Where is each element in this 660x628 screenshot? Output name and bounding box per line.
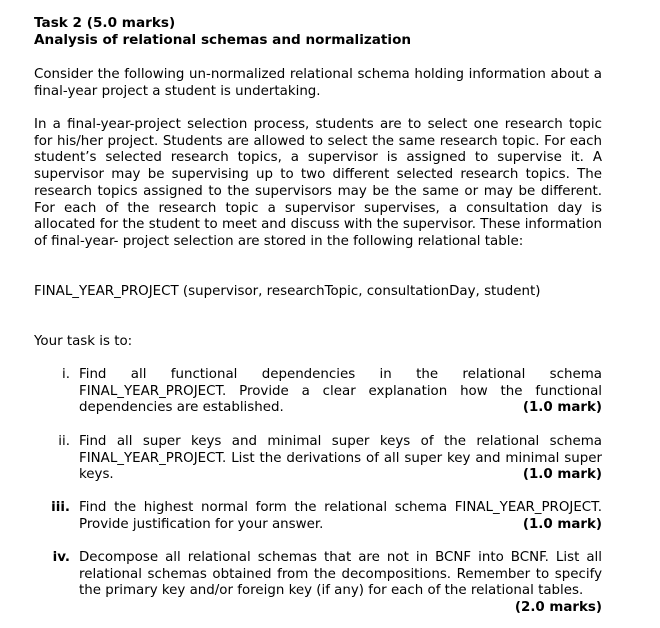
task-item <box>34 550 602 620</box>
item-text: Find the highest normal form the relational schema FINAL_YEAR_PROJECT. Provide justification for your answer. <box>79 500 602 532</box>
task-item <box>34 434 602 486</box>
item-text: Decompose all relational schemas that are not in BCNF into BCNF. List all relational schemas obtained from the decompositions. Remember to specify the primary key and/or foreign key (if any) for each of the relational tables. <box>79 550 602 599</box>
item-number: i. <box>62 367 70 382</box>
task-item <box>34 500 602 536</box>
item-marks: (1.0 mark) <box>522 516 602 532</box>
item-number: iv. <box>52 550 70 565</box>
item-marks: (2.0 marks) <box>514 600 602 616</box>
item-marks: (1.0 mark) <box>522 400 602 416</box>
item-number: iii. <box>51 500 70 515</box>
item-text: Find all functional dependencies in the relational schema FINAL_YEAR_PROJECT. Provide a clear explanation how the functional dependencies are established. <box>79 367 602 416</box>
task-intro: Your task is to: <box>34 334 133 349</box>
task-item <box>34 367 602 419</box>
task-subtitle: Analysis of relational schemas and normalization <box>34 32 412 48</box>
item-text-block <box>79 500 602 533</box>
relational-schema: FINAL_YEAR_PROJECT (supervisor, researchTopic, consultationDay, student) <box>34 284 541 299</box>
item-text: Find all super keys and minimal super keys of the relational schema FINAL_YEAR_PROJECT. List the derivations of all super key and minimal super keys. <box>79 434 602 483</box>
item-text-block <box>79 434 602 484</box>
item-marks: (1.0 mark) <box>522 467 602 483</box>
task-title: Task 2 (5.0 marks) <box>34 15 176 31</box>
item-text-block <box>79 367 602 417</box>
item-text-block <box>79 550 602 617</box>
item-number: ii. <box>58 434 70 449</box>
intro-paragraph: Consider the following un-normalized relational schema holding information about a final-year project a student is undertaking. <box>34 67 602 99</box>
scenario-paragraph: In a final-year-project selection process, students are to select one research topic for his/her project. Students are allowed to select the same research topic. For each student’s selected research topics, a supervisor is assigned to supervise it. A supervisor may be supervising up to two different selected research topics. The research topics assigned to the supervisors may be the same or may be different. For each of the research topic a supervisor supervises, a consultation day is allocated for the student to meet and discuss with the supervisor. These information of final-year- project selection are stored in the following relational table: <box>34 117 602 249</box>
